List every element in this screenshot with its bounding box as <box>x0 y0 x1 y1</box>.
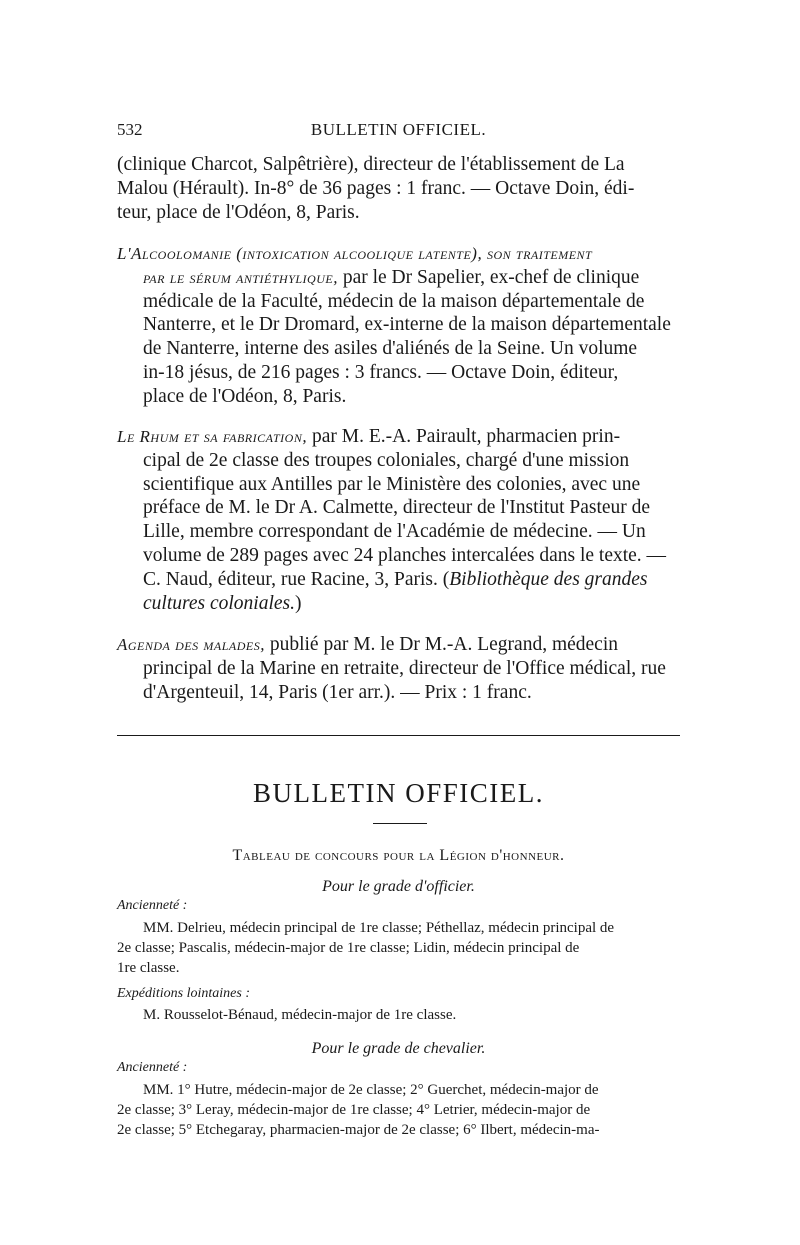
page-header <box>117 120 680 142</box>
text-line: 1re classe. <box>117 960 180 976</box>
text-line: 2e classe; 5° Etchegaray, pharmacien-major de 2e classe; 6° Ilbert, médecin-ma- <box>117 1122 600 1138</box>
text-line <box>117 242 680 266</box>
text-line: place de l'Odéon, 8, Paris. <box>143 385 347 407</box>
text-line: M. Rousselot-Bénaud, médecin-major de 1re classe. <box>143 1007 457 1023</box>
expeditions-list <box>117 1005 680 1025</box>
text-line: d'Argenteuil, 14, Paris (1er arr.). — Prix : 1 franc. <box>143 681 532 703</box>
text-line: Lille, membre correspondant de l'Académie de médecine. — Un <box>143 521 646 543</box>
text-line: (clinique Charcot, Salpêtrière), directeur de l'établissement de La <box>117 154 625 175</box>
officier-list <box>117 918 680 978</box>
running-title: BULLETIN OFFICIEL. <box>310 120 487 139</box>
text-line: MM. 1° Hutre, médecin-major de 2e classe; 2° Guerchet, médecin-major de <box>143 1082 599 1098</box>
series-title: Bibliothèque des grandes <box>449 568 648 590</box>
text-span: par le Dr Sapelier, ex-chef de clinique <box>337 266 640 288</box>
text-line <box>117 425 680 449</box>
text-line: scientifique aux Antilles par le Ministère des colonies, avec une <box>143 473 641 495</box>
anciennete-label: Ancienneté : <box>117 898 188 913</box>
text-span: publié par M. le Dr M.-A. Legrand, médecin <box>264 634 619 655</box>
text-line: cipal de 2e classe des troupes coloniales, chargé d'une mission <box>143 449 630 471</box>
section-title: BULLETIN OFFICIEL. <box>253 778 544 808</box>
text-line <box>117 592 680 616</box>
text-line: MM. Delrieu, médecin principal de 1re classe; Péthellaz, médecin principal de <box>143 920 615 936</box>
text-line: principal de la Marine en retraite, directeur de l'Office médical, rue <box>143 657 666 679</box>
section-divider <box>117 735 680 736</box>
text-line <box>117 568 680 592</box>
book-title: L'Alcoolomanie (intoxication alcoolique latente), son traitement <box>117 244 593 263</box>
text-line: volume de 289 pages avec 24 planches intercalées dans le texte. — <box>143 544 667 566</box>
text-line: Malou (Hérault). In-8° de 36 pages : 1 franc. — Octave Doin, édi- <box>117 177 635 199</box>
text-span: C. Naud, éditeur, rue Racine, 3, Paris. ( <box>143 568 450 590</box>
anciennete-label: Ancienneté : <box>117 1060 188 1075</box>
chevalier-list <box>117 1080 680 1140</box>
text-line: teur, place de l'Odéon, 8, Paris. <box>117 201 360 223</box>
text-line: in-18 jésus, de 216 pages : 3 francs. — Octave Doin, éditeur, <box>143 361 619 383</box>
page-number: 532 <box>117 120 143 139</box>
entry-continuation <box>117 153 680 224</box>
text-line <box>117 266 680 290</box>
text-line: Nanterre, et le Dr Dromard, ex-interne de la maison départementale <box>143 314 671 336</box>
table-title: Tableau de concours pour la Légion d'honneur. <box>232 847 565 864</box>
chevalier-heading: Pour le grade de chevalier. <box>311 1040 486 1057</box>
expeditions-label: Expéditions lointaines : <box>117 986 250 1001</box>
entry-alcoolomanie <box>117 242 680 409</box>
book-title: Le Rhum et sa fabrication, <box>117 427 308 446</box>
text-line <box>117 633 680 657</box>
text-line: préface de M. le Dr A. Calmette, directeur de l'Institut Pasteur de <box>143 497 651 519</box>
text-line: médicale de la Faculté, médecin de la maison départementale de <box>143 290 645 312</box>
series-title-cont: cultures coloniales. <box>143 592 296 614</box>
book-title: Agenda des malades, <box>117 635 265 654</box>
entry-rhum <box>117 425 680 615</box>
entry-agenda <box>117 633 680 704</box>
text-line: 2e classe; 3° Leray, médecin-major de 1re classe; 4° Letrier, médecin-major de <box>117 1102 591 1118</box>
text-line: 2e classe; Pascalis, médecin-major de 1re classe; Lidin, médecin principal de <box>117 940 580 956</box>
text-span: par M. E.-A. Pairault, pharmacien prin- <box>307 426 621 447</box>
text-span: ) <box>295 592 302 614</box>
title-underline <box>373 823 427 824</box>
book-title-cont: par le sérum antiéthylique, <box>143 267 338 287</box>
text-line: de Nanterre, interne des asiles d'aliénés de la Seine. Un volume <box>143 338 638 360</box>
officier-heading: Pour le grade d'officier. <box>322 878 475 895</box>
